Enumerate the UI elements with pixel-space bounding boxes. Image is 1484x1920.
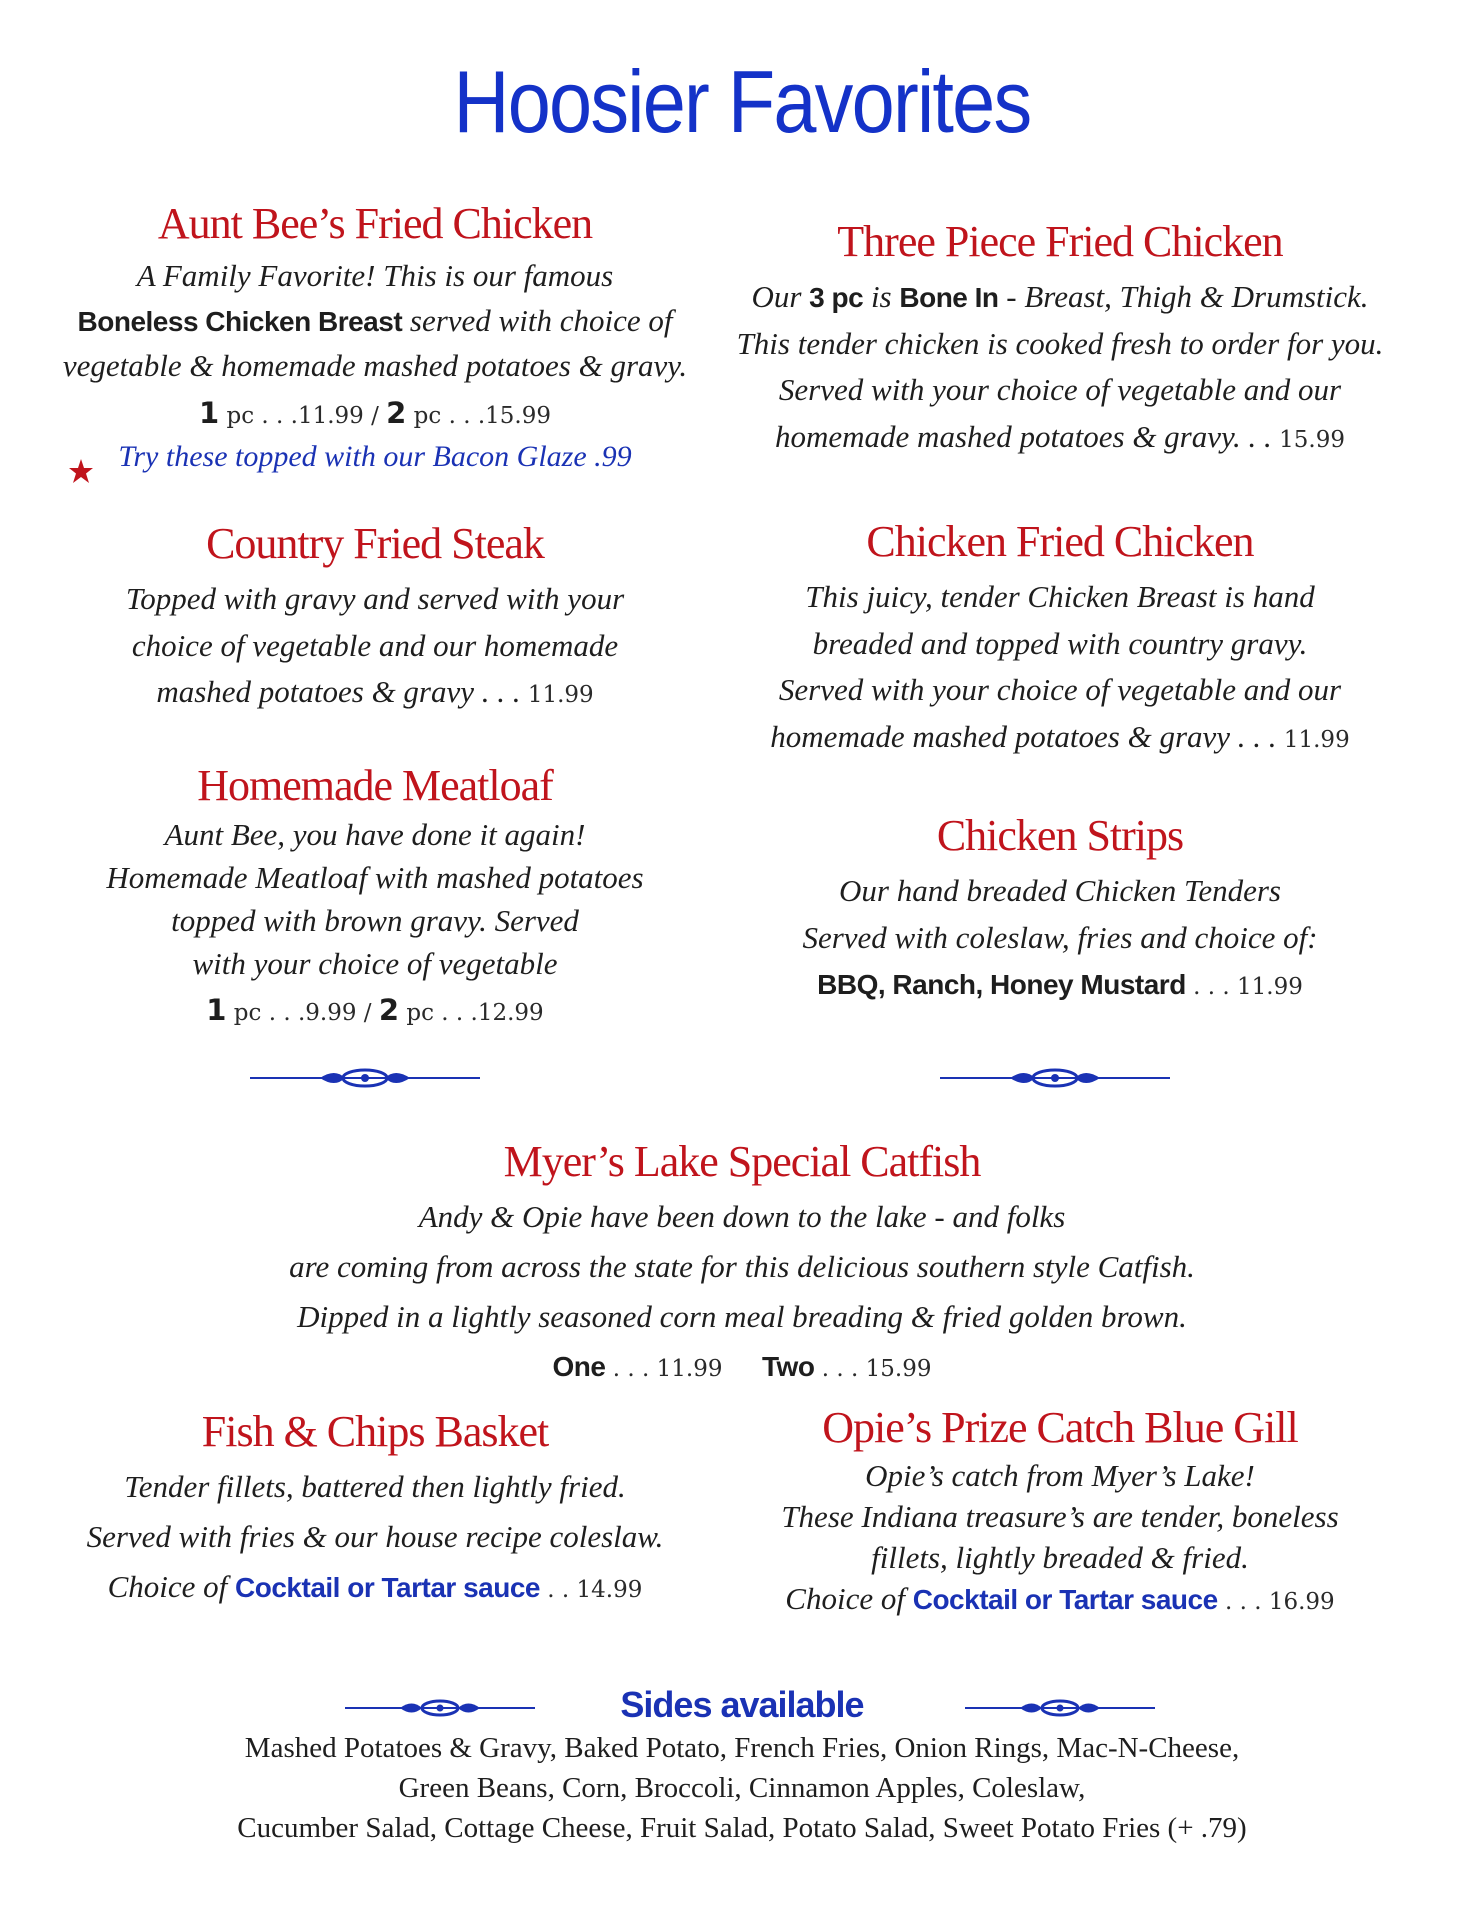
ornament-divider-icon xyxy=(940,1065,1170,1091)
desc-line: Homemade Meatloaf with mashed potatoes xyxy=(106,860,644,896)
sauce-choice: Cocktail or Tartar sauce xyxy=(912,1584,1218,1616)
desc-line: Tender fillets, battered then lightly fried. xyxy=(124,1469,626,1505)
item-name: Fish & Chips Basket xyxy=(201,1407,549,1456)
price: 15.99 xyxy=(1271,426,1345,453)
ornament-divider-icon xyxy=(965,1697,1155,1719)
desc-line: topped with brown gravy. Served xyxy=(171,902,579,938)
desc-line: vegetable & homemade mashed potatoes & gravy. xyxy=(62,348,688,384)
desc-text: Our xyxy=(751,279,810,315)
desc-line: homemade mashed potatoes & gravy. . . xyxy=(775,418,1272,454)
desc-line: Topped with gravy and served with your xyxy=(125,581,625,617)
price: . . 14.99 xyxy=(539,1576,643,1603)
item-name: Myer’s Lake Special Catfish xyxy=(503,1137,981,1186)
price-1: pc . . .11.99 / xyxy=(219,403,387,430)
desc-text: Choice of xyxy=(107,1568,236,1604)
desc-line: breaded and topped with country gravy. xyxy=(812,625,1308,661)
desc-bold: Boneless Chicken Breast xyxy=(77,306,403,338)
price-two: . . . 15.99 xyxy=(814,1356,932,1383)
desc-line: Served with your choice of vegetable and our xyxy=(778,672,1342,708)
qty-1: 1 xyxy=(198,396,220,431)
item-name: Aunt Bee’s Fried Chicken xyxy=(157,199,593,248)
sauce-options: BBQ, Ranch, Honey Mustard xyxy=(817,969,1186,1001)
desc-line: Dipped in a lightly seasoned corn meal breading & fried golden brown. xyxy=(297,1298,1187,1334)
price: 11.99 xyxy=(520,682,594,709)
page-title: Hoosier Favorites xyxy=(453,52,1031,151)
desc-text: is xyxy=(863,279,900,315)
desc-line: Served with fries & our house recipe coleslaw. xyxy=(86,1518,664,1554)
desc-line: Aunt Bee, you have done it again! xyxy=(164,817,586,853)
desc-line: Our hand breaded Chicken Tenders xyxy=(839,873,1281,909)
price-2: pc . . .15.99 xyxy=(406,403,551,430)
item-name: Country Fried Steak xyxy=(206,519,544,568)
menu-item-chicken-strips xyxy=(720,812,1400,1008)
sides-line: Mashed Potatoes & Gravy, Baked Potato, French Fries, Onion Rings, Mac-N-Cheese, xyxy=(244,1732,1240,1764)
desc-line: These Indiana treasure’s are tender, boneless xyxy=(781,1499,1339,1535)
desc-line: homemade mashed potatoes & gravy . . . xyxy=(770,718,1277,754)
menu-item-fish-chips xyxy=(40,1408,710,1611)
ornament-divider-icon xyxy=(250,1065,480,1091)
qty-2: 2 xyxy=(378,993,400,1028)
price-1: pc . . .9.99 / xyxy=(226,1000,379,1027)
sides-list xyxy=(120,1728,1364,1848)
promo-bacon-glaze: Try these topped with our Bacon Glaze .99 xyxy=(118,440,632,473)
desc-line: Served with coleslaw, fries and choice of: xyxy=(802,919,1318,955)
desc-text: Choice of xyxy=(785,1581,913,1617)
qty-2: 2 xyxy=(386,396,407,431)
menu-item-catfish xyxy=(180,1138,1304,1391)
desc-line: choice of vegetable and our homemade xyxy=(131,627,619,663)
desc-line: Served with your choice of vegetable and our xyxy=(778,372,1342,408)
sides-line: Green Beans, Corn, Broccoli, Cinnamon Apples, Coleslaw, xyxy=(398,1772,1086,1805)
desc-text: - Breast, Thigh & Drumstick. xyxy=(998,279,1369,315)
item-name: Chicken Strips xyxy=(936,811,1184,860)
sides-line: Cucumber Salad, Cottage Cheese, Fruit Salad, Potato Salad, Sweet Potato Fries (+ .79) xyxy=(237,1812,1247,1845)
price: . . . 11.99 xyxy=(1185,974,1303,1001)
sides-title: Sides available xyxy=(620,1684,864,1725)
price-2: pc . . .12.99 xyxy=(399,1000,544,1027)
item-name: Three Piece Fried Chicken xyxy=(837,217,1283,266)
desc-line: Andy & Opie have been down to the lake - and folks xyxy=(418,1199,1066,1235)
desc-bold: 3 pc xyxy=(809,282,864,314)
menu-item-chicken-fried xyxy=(720,518,1400,760)
desc-line: with your choice of vegetable xyxy=(192,945,558,981)
menu-item-country-steak xyxy=(40,520,710,716)
desc-line: Opie’s catch from Myer’s Lake! xyxy=(865,1458,1255,1494)
qty-1: 1 xyxy=(206,993,227,1028)
price: . . . 16.99 xyxy=(1217,1589,1335,1616)
menu-item-three-piece xyxy=(720,218,1400,460)
sauce-choice: Cocktail or Tartar sauce xyxy=(235,1571,540,1603)
desc-line: A Family Favorite! This is our famous xyxy=(136,258,614,294)
menu-item-meatloaf xyxy=(40,762,710,1032)
option-one: One xyxy=(552,1351,606,1383)
desc-line: This tender chicken is cooked fresh to order for you. xyxy=(736,325,1384,361)
option-two: Two xyxy=(762,1351,815,1383)
menu-item-aunt-bee xyxy=(40,200,710,436)
desc-line: fillets, lightly breaded & fried. xyxy=(871,1540,1249,1576)
item-name: Chicken Fried Chicken xyxy=(866,517,1254,566)
desc-line: mashed potatoes & gravy . . . xyxy=(156,674,521,710)
desc-line: are coming from across the state for this delicious southern style Catfish. xyxy=(289,1248,1195,1284)
price: 11.99 xyxy=(1276,726,1350,753)
menu-item-blue-gill xyxy=(720,1404,1400,1620)
price-one: . . . 11.99 xyxy=(605,1356,723,1383)
desc-bold: Bone In xyxy=(899,282,999,314)
desc-line: served with choice of xyxy=(402,303,673,339)
item-name: Opie’s Prize Catch Blue Gill xyxy=(822,1403,1298,1452)
ornament-divider-icon xyxy=(345,1697,535,1719)
desc-line: This juicy, tender Chicken Breast is hand xyxy=(805,579,1315,615)
item-name: Homemade Meatloaf xyxy=(197,761,553,810)
